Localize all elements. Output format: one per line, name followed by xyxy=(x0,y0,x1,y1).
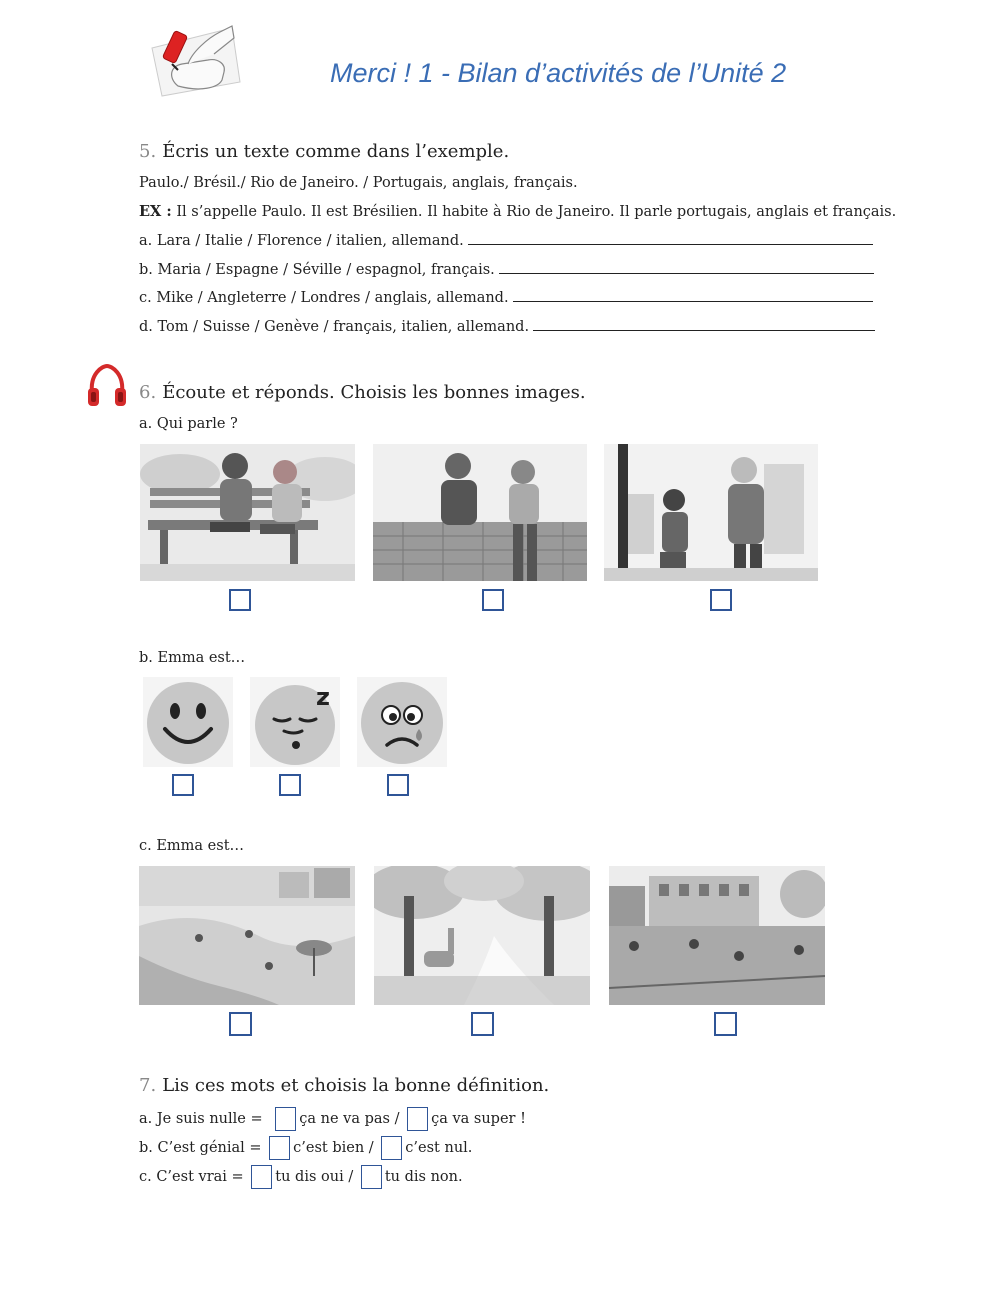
checkbox-7a-1[interactable] xyxy=(275,1107,296,1131)
sad-face-icon xyxy=(357,677,447,767)
ex5-item-c xyxy=(139,289,873,306)
checkbox-6b-3[interactable] xyxy=(387,774,409,796)
ex7-number: 7. xyxy=(139,1075,157,1096)
ex6-b-label: b. Emma est… xyxy=(139,650,246,666)
ex5-answer-line-d[interactable] xyxy=(533,318,875,331)
ex5-example-text: Il s’appelle Paulo. Il est Brésilien. Il habite à Rio de Janeiro. Il parle portugais, anglais et français. xyxy=(176,204,897,220)
sleepy-face-icon xyxy=(250,677,340,767)
checkbox-6a-1[interactable] xyxy=(229,589,251,611)
ex7-instruction: Lis ces mots et choisis la bonne définition. xyxy=(162,1075,550,1096)
ex5-answer-line-b[interactable] xyxy=(499,261,874,274)
checkbox-6a-2[interactable] xyxy=(482,589,504,611)
checkbox-6c-3[interactable] xyxy=(714,1012,737,1036)
ex6-c-label: c. Emma est… xyxy=(139,838,245,854)
ex7-c-prefix: c. C’est vrai = xyxy=(139,1169,244,1185)
ex7-c-opt2: tu dis non. xyxy=(384,1169,463,1185)
ex5-item-b xyxy=(139,261,874,278)
ex6-instruction: Écoute et réponds. Choisis les bonnes images. xyxy=(162,382,586,403)
ex7-a-opt1: ça ne va pas / xyxy=(299,1111,400,1127)
ex5-item-b-text: b. Maria / Espagne / Séville / espagnol, français. xyxy=(139,262,495,278)
hand-writing-icon xyxy=(148,8,242,98)
ex7-item-c xyxy=(139,1165,463,1189)
ex7-b-prefix: b. C’est génial = xyxy=(139,1140,262,1156)
scene-boy-girl-wall xyxy=(373,444,587,581)
page-title: Merci ! 1 - Bilan d’activités de l’Unité 2 xyxy=(330,58,787,88)
ex5-item-d xyxy=(139,318,875,335)
ex7-a-opt2: ça va super ! xyxy=(431,1111,526,1127)
ex5-item-c-text: c. Mike / Angleterre / Londres / anglais, allemand. xyxy=(139,290,509,306)
checkbox-7b-2[interactable] xyxy=(381,1136,402,1160)
ex5-instruction: Écris un texte comme dans l’exemple. xyxy=(162,141,510,162)
checkbox-6b-1[interactable] xyxy=(172,774,194,796)
ex5-item-a-text: a. Lara / Italie / Florence / italien, allemand. xyxy=(139,233,464,249)
checkbox-7c-2[interactable] xyxy=(361,1165,382,1189)
ex7-b-opt2: c’est nul. xyxy=(405,1140,473,1156)
happy-face-icon xyxy=(143,677,233,767)
ex5-number: 5. xyxy=(139,141,157,162)
ex5-answer-line-a[interactable] xyxy=(468,232,873,245)
ex7-b-opt1: c’est bien / xyxy=(293,1140,374,1156)
scene-girl-woman-city xyxy=(604,444,818,581)
ex7-item-b xyxy=(139,1136,472,1160)
checkbox-6a-3[interactable] xyxy=(710,589,732,611)
ex5-item-a xyxy=(139,232,873,249)
checkbox-7b-1[interactable] xyxy=(269,1136,290,1160)
ex6-number: 6. xyxy=(139,382,157,403)
ex6-heading xyxy=(139,382,586,403)
ex5-prompt: Paulo./ Brésil./ Rio de Janeiro. / Portugais, anglais, français. xyxy=(139,175,578,191)
scene-schoolyard xyxy=(609,866,825,1005)
checkbox-6b-2[interactable] xyxy=(279,774,301,796)
checkbox-7a-2[interactable] xyxy=(407,1107,428,1131)
ex5-example-label: EX : xyxy=(139,203,172,220)
scene-beach xyxy=(139,866,355,1005)
ex6-a-label: a. Qui parle ? xyxy=(139,416,238,432)
ex5-answer-line-c[interactable] xyxy=(513,289,873,302)
headphones-icon[interactable] xyxy=(86,364,128,410)
svg-text:z: z xyxy=(316,683,330,711)
ex7-a-prefix: a. Je suis nulle = xyxy=(139,1111,263,1127)
ex7-item-a xyxy=(139,1107,526,1131)
scene-forest xyxy=(374,866,590,1005)
checkbox-6c-1[interactable] xyxy=(229,1012,252,1036)
ex7-heading xyxy=(139,1075,549,1096)
checkbox-7c-1[interactable] xyxy=(251,1165,272,1189)
ex5-example xyxy=(139,203,896,220)
checkbox-6c-2[interactable] xyxy=(471,1012,494,1036)
ex5-item-d-text: d. Tom / Suisse / Genève / français, italien, allemand. xyxy=(139,319,530,335)
ex5-heading xyxy=(139,141,509,162)
scene-girls-bench xyxy=(140,444,355,581)
ex7-c-opt1: tu dis oui / xyxy=(275,1169,354,1185)
